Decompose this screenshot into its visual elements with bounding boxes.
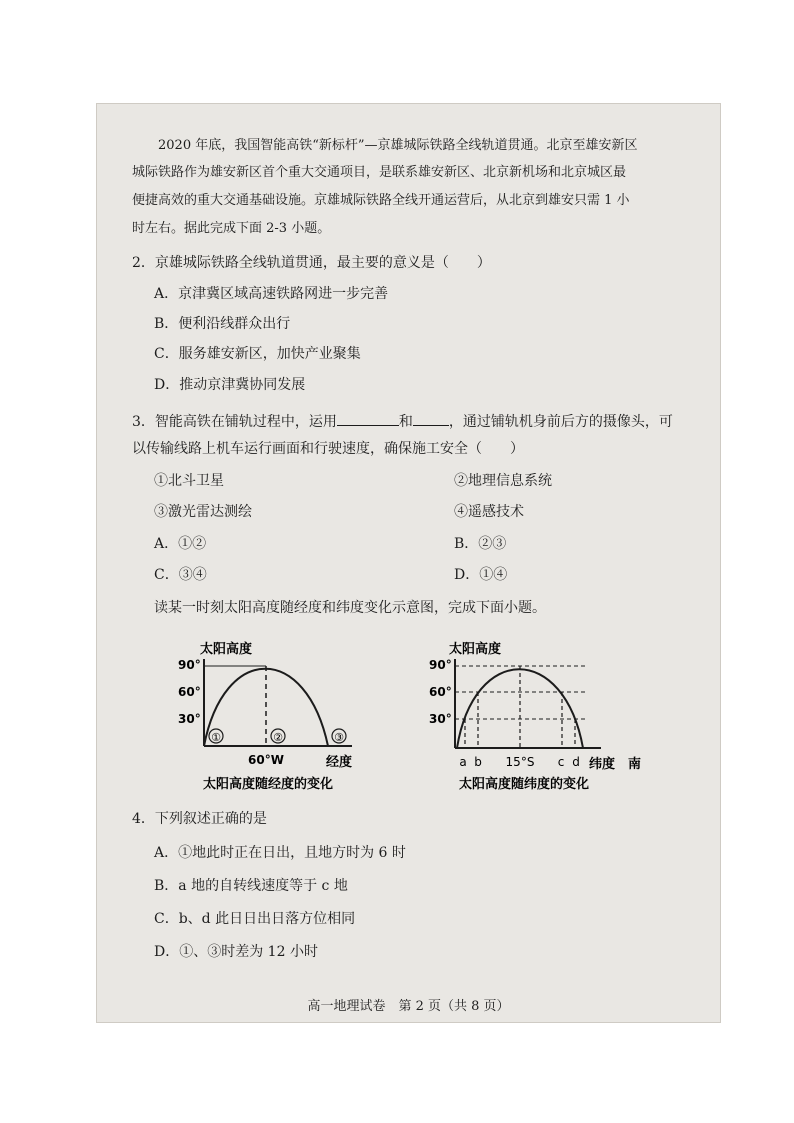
chart-longitude-xlabel: 经度 <box>326 755 353 770</box>
q2-option-d: D．推动京津冀协同发展 <box>154 377 306 393</box>
q3-option-c: C．③④ <box>154 567 207 583</box>
passage-line-1: 2020 年底，我国智能高铁“新标杆”—京雄城际铁路全线轨道贯通。北京至雄安新区 <box>158 138 638 153</box>
chart-latitude-xtick-a: a <box>459 755 467 769</box>
chart-longitude-ylabel: 太阳高度 <box>200 642 253 657</box>
q2-option-a: A．京津冀区域高速铁路网进一步完善 <box>154 286 389 302</box>
marker-1: ① <box>211 731 221 744</box>
chart-latitude-title: 太阳高度随纬度的变化 <box>458 777 590 792</box>
question-3-stem <box>132 411 673 432</box>
chart-latitude-xtick-c: c <box>557 755 565 769</box>
q2-option-c: C．服务雄安新区，加快产业聚集 <box>154 346 361 362</box>
chart-latitude-xtick-15s: 15°S <box>505 755 535 769</box>
page-footer: 高一地理试卷 第 2 页（共 8 页） <box>307 999 510 1014</box>
passage-line-3: 便捷高效的重大交通基础设施。京雄城际铁路全线开通运营后，从北京到雄安只需 1 小 <box>132 193 630 208</box>
q3-stem-part3: ，通过铺轨机身前后方的摄像头，可 <box>448 414 673 430</box>
q4-option-d: D．①、③时差为 12 小时 <box>154 944 318 960</box>
chart-latitude-ylabel: 太阳高度 <box>449 642 502 657</box>
q3-item-1: ①北斗卫星 <box>154 473 224 489</box>
chart-longitude-title: 太阳高度随经度的变化 <box>202 777 334 792</box>
marker-3: ③ <box>334 731 344 744</box>
chart-latitude-xtick-b: b <box>474 755 482 769</box>
chart-latitude-ytick-60: 60° <box>429 685 452 699</box>
chart-longitude-xtick-60w: 60°W <box>248 753 284 767</box>
q3-option-a: A．①② <box>154 536 207 552</box>
passage-line-4: 时左右。据此完成下面 2-3 小题。 <box>132 221 331 236</box>
charts-intro: 读某一时刻太阳高度随经度和纬度变化示意图，完成下面小题。 <box>154 600 546 616</box>
q3-item-2: ②地理信息系统 <box>454 473 552 489</box>
question-4-stem: 4．下列叙述正确的是 <box>132 811 267 827</box>
q4-option-a: A．①地此时正在日出，且地方时为 6 时 <box>154 845 406 861</box>
q3-item-3: ③激光雷达测绘 <box>154 504 252 520</box>
chart-longitude-ytick-90: 90° <box>178 658 201 672</box>
q3-stem-part1: 3．智能高铁在铺轨过程中，运用 <box>132 414 337 430</box>
question-3-stem-line2: 以传输线路上机车运行画面和行驶速度，确保施工安全（ ） <box>132 441 524 457</box>
answer-blank-1 <box>337 411 399 426</box>
q3-stem-part2: 和 <box>398 414 413 430</box>
chart-latitude-ytick-30: 30° <box>429 712 452 726</box>
chart-latitude-direction: 南 <box>628 757 642 772</box>
answer-blank-2 <box>413 411 449 426</box>
question-2-stem: 2．京雄城际铁路全线轨道贯通，最主要的意义是（ ） <box>132 255 491 271</box>
chart-latitude-xtick-d: d <box>572 755 580 769</box>
q3-item-4: ④遥感技术 <box>454 504 524 520</box>
q4-option-b: B．a 地的自转线速度等于 c 地 <box>154 878 348 894</box>
passage-line-2: 城际铁路作为雄安新区首个重大交通项目，是联系雄安新区、北京新机场和北京城区最 <box>132 165 627 180</box>
chart-latitude <box>429 633 654 798</box>
q2-option-b: B．便利沿线群众出行 <box>154 316 291 332</box>
chart-latitude-xlabel: 纬度 <box>589 757 616 772</box>
marker-2: ② <box>273 731 283 744</box>
q3-option-b: B．②③ <box>454 536 507 552</box>
chart-latitude-ytick-90: 90° <box>429 658 452 672</box>
chart-longitude-ytick-60: 60° <box>178 685 201 699</box>
exam-page <box>96 103 721 1023</box>
chart-longitude-ytick-30: 30° <box>178 712 201 726</box>
q3-option-d: D．①④ <box>454 567 508 583</box>
chart-longitude <box>176 633 381 798</box>
q4-option-c: C．b、d 此日日出日落方位相同 <box>154 911 356 927</box>
